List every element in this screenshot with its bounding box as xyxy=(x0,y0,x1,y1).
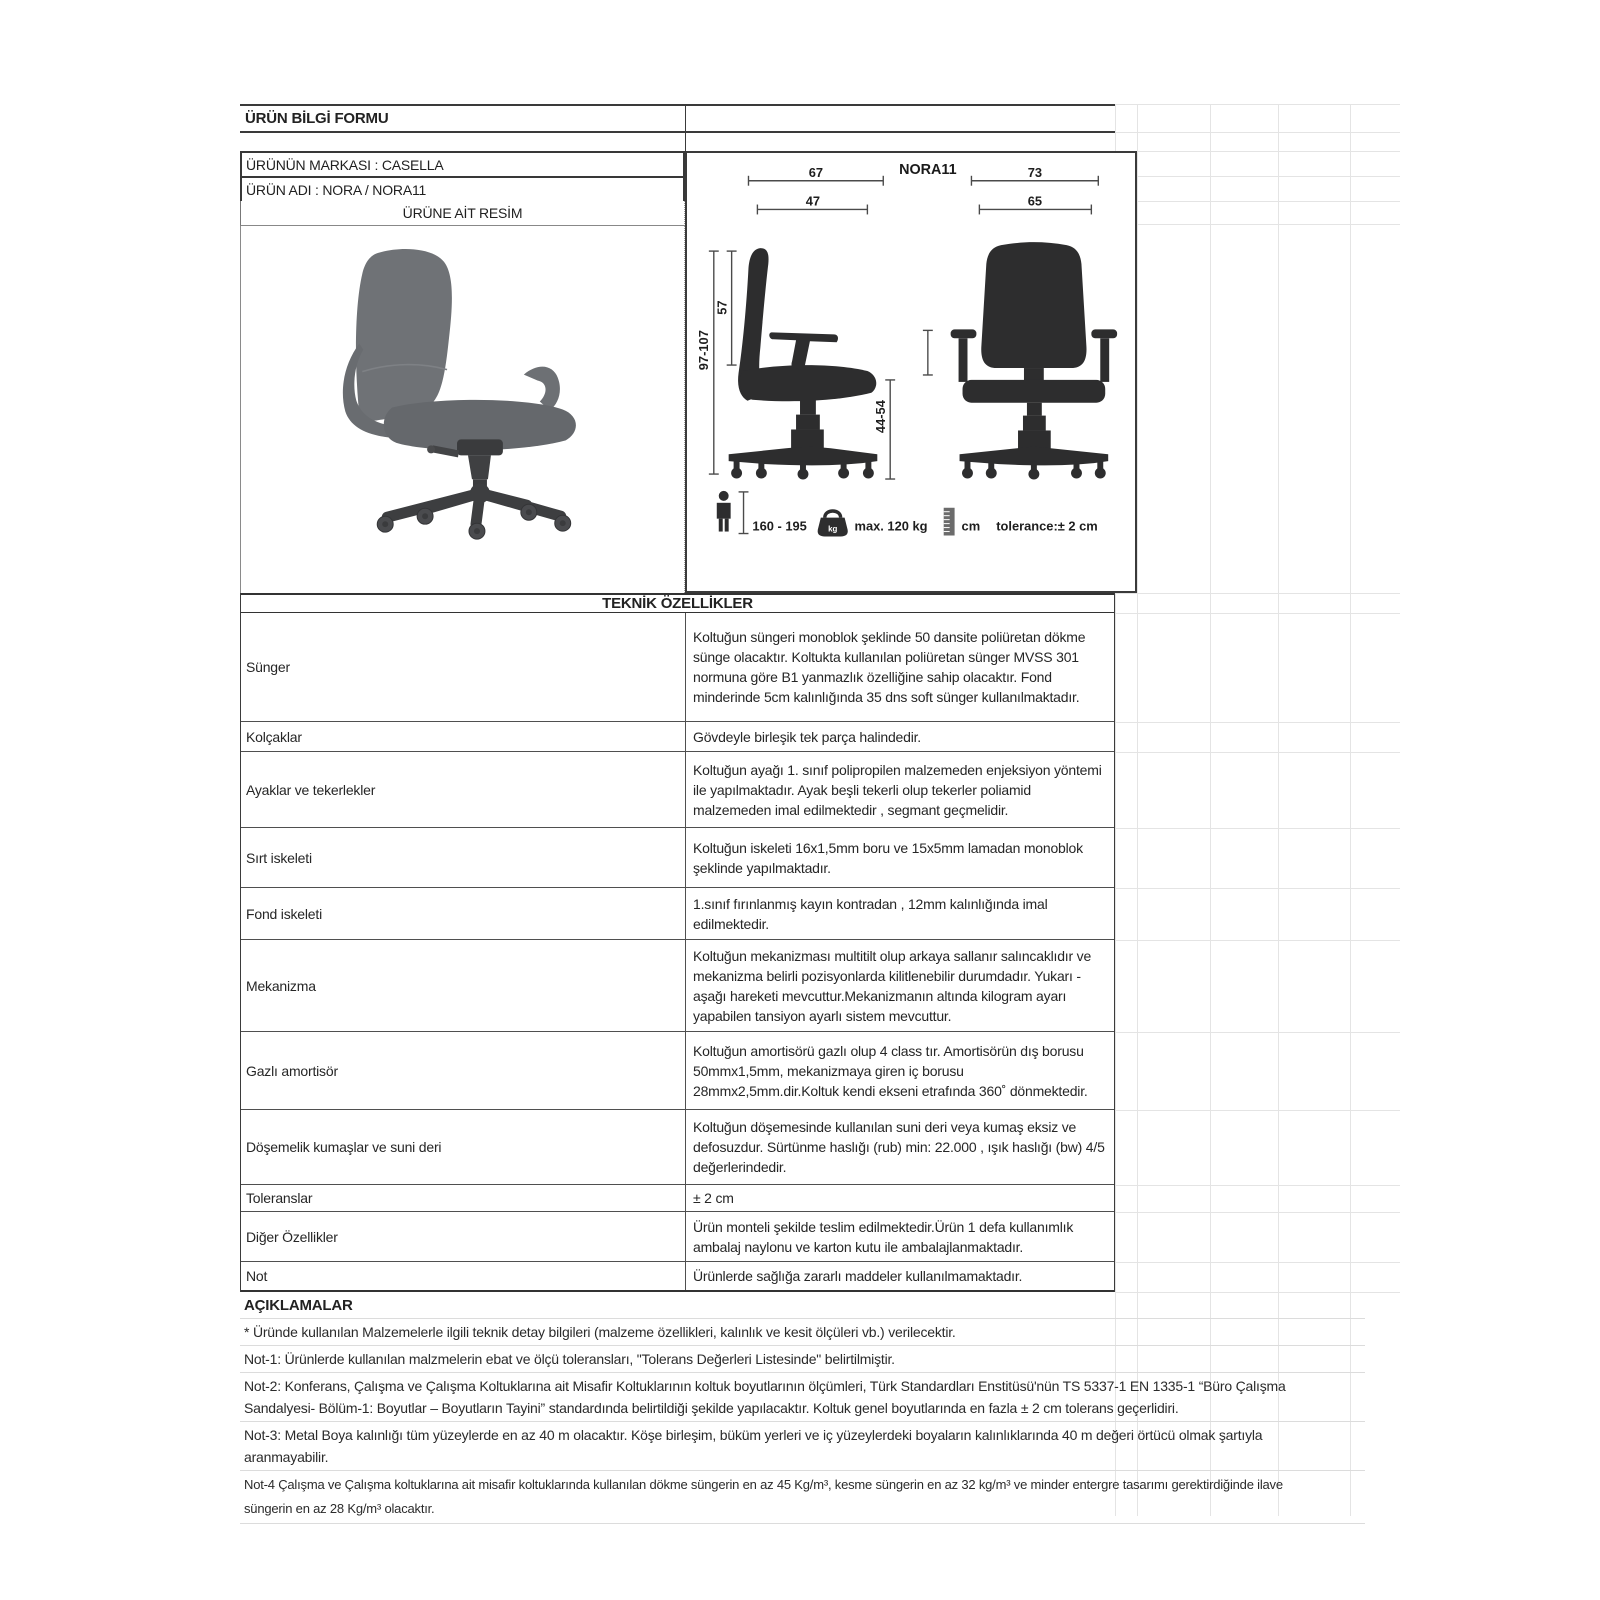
product-name-text: ÜRÜN ADI : NORA / NORA11 xyxy=(246,181,427,198)
brand-cell xyxy=(240,151,685,178)
table-row xyxy=(241,1110,1114,1185)
table-row xyxy=(241,722,1114,752)
chair-back-view xyxy=(951,242,1117,479)
table-row xyxy=(241,1212,1114,1262)
drawing-model-label: NORA11 xyxy=(899,161,957,178)
spec-value: Ürünlerde sağlığa zararlı maddeler kullanılmamaktadır. xyxy=(693,1268,1023,1284)
note-item: Not-3: Metal Boya kalınlığı tüm yüzeylerde en az 40 m olacaktır. Köşe birleşim, büküm yerleri ve iç yüzeylerdeki boyaların kalınlıklarında 40 m değeri örtücü olmak şartıyla aranmayabilir. xyxy=(240,1422,1365,1471)
table-row xyxy=(241,1185,1114,1212)
dim-overall-width: 73 xyxy=(1027,164,1043,180)
spec-label: Not xyxy=(241,1262,686,1290)
spec-value: Koltuğun mekanizması multitilt olup arkaya sallanır salıncaklıdır ve mekanizma belirli pozisyonlarda kilitlenebilir durumdadır. Yukarı - aşağı hareketi mevcuttur.Mekanizmanın altında kilogram ayarı yapabilen tansiyon ayarlı sistem mevcuttur. xyxy=(693,947,1092,1024)
unit-label: cm xyxy=(961,518,981,534)
notes-header-text: AÇIKLAMALAR xyxy=(244,1296,353,1314)
image-caption-text: ÜRÜNE AİT RESİM xyxy=(402,205,523,221)
chair-side-view xyxy=(729,248,878,479)
person-icon xyxy=(717,491,731,532)
note-item: Not-2: Konferans, Çalışma ve Çalışma Koltuklarına ait Misafir Koltuklarının koltuk boyutlarının ölçümleri, Türk Standardları Enstitüsü'nün TS 5337-1 EN 1335-1 “Büro Çalışma Sandalyesi- Bölüm-1: Boyutlar – Boyutların Tayini” standardında belirtildiği şekilde yapılacaktır. Koltuk genel boyutlarında en fazla ± 2 cm tolerans geçerlidiri. xyxy=(240,1373,1365,1422)
max-weight-label: max. 120 kg xyxy=(854,518,928,534)
spec-label: Gazlı amortisör xyxy=(241,1032,686,1109)
note-item: * Üründe kullanılan Malzemelerle ilgili teknik detay bilgileri (malzeme özellikleri, kalınlık ve kesit ölçüleri vb.) verilecektir. xyxy=(240,1319,1365,1346)
dim-total-height: 97-107 xyxy=(695,330,711,371)
kg-badge: kg xyxy=(828,524,838,534)
product-photo-cell xyxy=(240,226,685,593)
spec-table xyxy=(240,593,1115,1292)
table-row xyxy=(241,1032,1114,1110)
notes-header xyxy=(240,1292,1365,1319)
technical-drawing-box xyxy=(685,151,1137,593)
spec-value: Gövdeyle birleşik tek parça halindedir. xyxy=(693,728,921,745)
spec-value: Koltuğun amortisörü gazlı olup 4 class tır. Amortisörün dış borusu 50mmx1,5mm, mekanizmaya giren iç borusu 28mmx2,5mm.dir.Koltuk kendi ekseni etrafında 360˚ dönmektedir. xyxy=(693,1042,1088,1099)
dim-back-width: 67 xyxy=(808,164,824,180)
note-item: Not-1: Ürünlerde kullanılan malzmelerin ebat ve ölçü toleransları, "Tolerans Değerleri Listesinde" belirtilmiştir. xyxy=(240,1346,1365,1373)
height-bracket xyxy=(739,492,749,534)
notes-section xyxy=(240,1292,1365,1524)
spec-value: Koltuğun ayağı 1. sınıf polipropilen malzemeden enjeksiyon yöntemi ile yapılmaktadır. Ayak beşli tekerli olup tekerler poliamid malzemeden imal edilmektedir , segmant geçmelidir. xyxy=(693,761,1102,818)
spec-label: Sırt iskeleti xyxy=(241,828,686,887)
page-title xyxy=(240,104,1115,133)
table-row xyxy=(241,1262,1114,1292)
spec-value: Koltuğun iskeleti 16x1,5mm boru ve 15x5mm lamadan monoblok şeklinde yapılmaktadır. xyxy=(693,839,1083,876)
product-photo-chair xyxy=(241,226,686,593)
technical-drawing xyxy=(687,153,1135,591)
ruler-icon xyxy=(944,508,955,536)
spec-value: Koltuğun döşemesinde kullanılan suni deri veya kumaş eksiz ve defosuzdur. Sürtünme haslığı (rub) min: 22.000 , ışık haslığı (bw) 4/5 değerlerindedir. xyxy=(693,1119,1105,1175)
spec-table-header-text: TEKNİK ÖZELLİKLER xyxy=(602,595,753,612)
note-item: Not-4 Çalışma ve Çalışma koltuklarına ait misafir koltuklarında kullanılan dökme süngerin en az 45 Kg/m³, kesme süngerin en az 32 kg/m³ ve minder entergre tasarımı gerektirdiğinde ilave süngerin en az 28 Kg/m³ olacaktır. xyxy=(240,1471,1365,1524)
table-row xyxy=(241,613,1114,722)
tolerance-label: tolerance:± 2 cm xyxy=(996,518,1098,534)
spec-value: Koltuğun süngeri monoblok şeklinde 50 dansite poliüretan dökme sünge olacaktır. Koltukta kullanılan poliüretan sünger MVSS 301 normuna göre B1 yanmazlık özelliğine sahip olacaktır. Fond minderinde 5cm kalınlığında 35 dns soft sünger kullanılmaktadır. xyxy=(693,629,1086,705)
spec-label: Toleranslar xyxy=(241,1185,686,1211)
dim-seat-height: 44-54 xyxy=(873,400,889,434)
brand-text: ÜRÜNÜN MARKASI : CASELLA xyxy=(246,156,444,173)
spec-label: Ayaklar ve tekerlekler xyxy=(241,752,686,827)
page-title-text: ÜRÜN BİLGİ FORMU xyxy=(245,110,389,127)
user-height-label: 160 - 195 xyxy=(752,518,807,534)
table-row xyxy=(241,828,1114,888)
header-column-divider xyxy=(685,104,686,151)
spec-label: Mekanizma xyxy=(241,940,686,1031)
spec-label: Kolçaklar xyxy=(241,722,686,751)
table-row xyxy=(241,940,1114,1032)
dim-backrest-height: 57 xyxy=(714,300,730,315)
spec-value: 1.sınıf fırınlanmış kayın kontradan , 12mm kalınlığında imal edilmektedir. xyxy=(693,895,1048,932)
weight-icon xyxy=(818,511,848,537)
spec-label: Döşemelik kumaşlar ve suni deri xyxy=(241,1110,686,1184)
spec-label: Diğer Özellikler xyxy=(241,1212,686,1261)
spec-label: Sünger xyxy=(241,613,686,721)
spec-value: Ürün monteli şekilde teslim edilmektedir.Ürün 1 defa kullanımlık ambalaj naylonu ve karton kutu ile ambalajlanmaktadır. xyxy=(693,1218,1074,1255)
spec-label: Fond iskeleti xyxy=(241,888,686,939)
table-row xyxy=(241,752,1114,828)
dim-seat-width-side: 47 xyxy=(805,193,821,209)
spec-value: ± 2 cm xyxy=(693,1190,734,1206)
product-name-cell xyxy=(240,176,685,203)
image-caption-cell xyxy=(240,201,685,226)
spec-table-header xyxy=(241,593,1114,613)
table-row xyxy=(241,888,1114,940)
dim-seat-width-back: 65 xyxy=(1027,193,1043,209)
